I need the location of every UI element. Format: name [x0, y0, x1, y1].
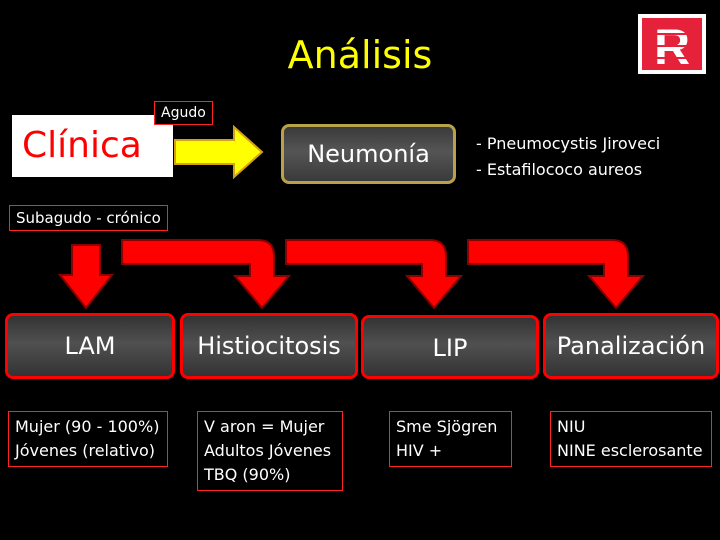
neumonia-box: Neumonía: [281, 124, 456, 184]
lam-details: [8, 411, 168, 467]
neumonia-item: - Pneumocystis Jiroveci: [476, 134, 661, 153]
lam-arrow: [60, 245, 112, 308]
detail-line: TBQ (90%): [204, 465, 291, 484]
neumonia-item: - Estafilococo aureos: [476, 160, 643, 179]
subagudo-label: Subagudo - crónico: [9, 205, 168, 231]
svg-text:R: R: [653, 19, 691, 74]
neumonia-list: [476, 131, 660, 183]
histiocitosis-arrow: [122, 240, 289, 308]
slide-title: Análisis: [287, 33, 433, 77]
lip-details: [389, 411, 512, 467]
detail-line: HIV +: [396, 441, 443, 460]
detail-line: Adultos Jóvenes: [204, 441, 332, 460]
r-logo-icon: [638, 14, 706, 74]
agudo-label: Agudo: [154, 101, 213, 125]
detail-line: Sme Sjögren: [396, 417, 498, 436]
panalizacion-box: Panalización: [543, 313, 719, 379]
panalizacion-arrow: [468, 240, 643, 308]
panalizacion-details: [550, 411, 712, 467]
clinica-box: Clínica: [12, 115, 173, 177]
lip-box: LIP: [361, 315, 539, 379]
histiocitosis-box: Histiocitosis: [180, 313, 358, 379]
detail-line: NINE esclerosante: [557, 441, 703, 460]
detail-line: NIU: [557, 417, 586, 436]
detail-line: V aron = Mujer: [204, 417, 325, 436]
detail-line: Jóvenes (relativo): [15, 441, 156, 460]
detail-line: Mujer (90 - 100%): [15, 417, 160, 436]
histiocitosis-details: [197, 411, 343, 491]
agudo-arrow: [175, 127, 262, 177]
lam-box: LAM: [5, 313, 175, 379]
lip-arrow: [286, 240, 461, 308]
